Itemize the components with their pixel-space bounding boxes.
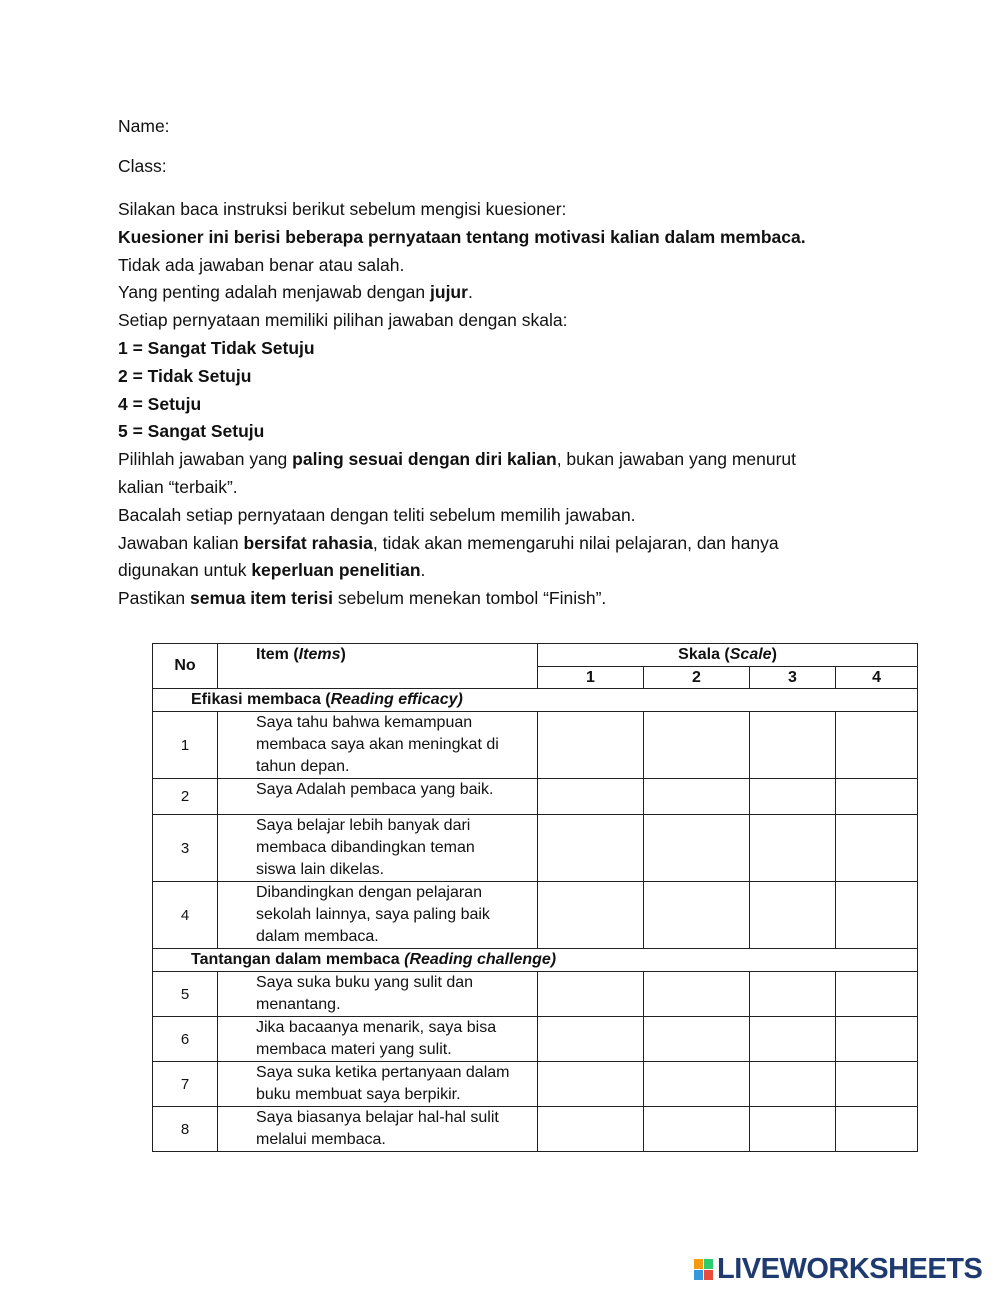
statement-line: dalam membaca. (256, 928, 379, 945)
instr-scale-4: 4 = Setuju (118, 393, 202, 414)
statement-line: menantang. (256, 996, 341, 1013)
instr-choose-line2: kalian “terbaik”. (118, 476, 238, 497)
statement-line: membaca dibandingkan teman (256, 839, 475, 856)
instr-read-carefully: Bacalah setiap pernyataan dengan teliti sebelum memilih jawaban. (118, 504, 636, 525)
answer-cell[interactable] (644, 712, 750, 779)
section-challenge (153, 949, 918, 972)
row-statement (218, 882, 538, 949)
answer-cell[interactable] (538, 712, 644, 779)
table-row (153, 972, 918, 1017)
statement-line: sekolah lainnya, saya paling baik (256, 906, 490, 923)
answer-cell[interactable] (644, 882, 750, 949)
section-efficacy (153, 689, 918, 712)
answer-cell[interactable] (538, 1107, 644, 1152)
statement-line: tahun depan. (256, 758, 350, 775)
row-statement (218, 815, 538, 882)
answer-cell[interactable] (750, 1017, 836, 1062)
answer-cell[interactable] (836, 1107, 918, 1152)
row-number: 1 (153, 712, 218, 779)
statement-line: Saya suka ketika pertanyaan dalam (256, 1064, 510, 1081)
table-row (153, 1017, 918, 1062)
instructions (118, 196, 878, 613)
answer-cell[interactable] (836, 1062, 918, 1107)
statement-line: Saya suka buku yang sulit dan (256, 974, 474, 991)
logo-mark-icon (694, 1259, 713, 1280)
scale-value: 1 (538, 667, 644, 689)
instr-scale-5: 5 = Sangat Setuju (118, 421, 265, 442)
statement-line: Saya belajar lebih banyak dari (256, 817, 471, 834)
instr-choose: Pilihlah jawaban yang paling sesuai dengan diri kalian, bukan jawaban yang menurut (118, 449, 797, 470)
answer-cell[interactable] (538, 882, 644, 949)
instr-intro: Silakan baca instruksi berikut sebelum mengisi kuesioner: (118, 199, 567, 219)
statement-line: Jika bacaanya menarik, saya bisa (256, 1019, 497, 1036)
answer-cell[interactable] (538, 972, 644, 1017)
scale-value: 4 (836, 667, 918, 689)
instr-no-right-wrong: Tidak ada jawaban benar atau salah. (118, 254, 405, 275)
answer-cell[interactable] (538, 815, 644, 882)
table-row (153, 815, 918, 882)
instructions-block (118, 116, 878, 613)
answer-cell[interactable] (644, 779, 750, 815)
instr-scale-2: 2 = Tidak Setuju (118, 365, 252, 386)
table-row (153, 1107, 918, 1152)
header-scale: Skala (Scale) (538, 644, 918, 667)
statement-line: membaca saya akan meningkat di (256, 736, 499, 753)
answer-cell[interactable] (538, 1017, 644, 1062)
answer-cell[interactable] (836, 882, 918, 949)
instr-scale-intro: Setiap pernyataan memiliki pilihan jawaban dengan skala: (118, 310, 568, 331)
section-title: Efikasi membaca (Reading efficacy) (153, 689, 918, 712)
section-title: Tantangan dalam membaca (Reading challenge) (153, 949, 918, 972)
name-label: Name: (118, 116, 170, 136)
answer-cell[interactable] (836, 815, 918, 882)
row-statement (218, 972, 538, 1017)
statement-line: siswa lain dikelas. (256, 861, 385, 878)
row-number: 8 (153, 1107, 218, 1152)
statement-line: buku membuat saya berpikir. (256, 1086, 461, 1103)
logo-square (704, 1259, 713, 1269)
row-number: 3 (153, 815, 218, 882)
statement-line: Saya Adalah pembaca yang baik. (256, 781, 494, 798)
row-statement (218, 779, 538, 815)
logo-text: LIVEWORKSHEETS (717, 1252, 983, 1285)
answer-cell[interactable] (750, 815, 836, 882)
header-no: No (153, 644, 218, 689)
instr-bold-statement: Kuesioner ini berisi beberapa pernyataan tentang motivasi kalian dalam membaca. (118, 226, 806, 247)
row-statement (218, 1017, 538, 1062)
answer-cell[interactable] (750, 972, 836, 1017)
class-label: Class: (118, 156, 167, 176)
header-row (153, 644, 918, 667)
logo-square (694, 1259, 703, 1269)
table-row (153, 882, 918, 949)
instr-scale-1: 1 = Sangat Tidak Setuju (118, 337, 315, 358)
table-row (153, 1062, 918, 1107)
row-number: 4 (153, 882, 218, 949)
statement-line: Saya biasanya belajar hal-hal sulit (256, 1109, 499, 1126)
statement-line: Dibandingkan dengan pelajaran (256, 884, 482, 901)
row-statement (218, 1062, 538, 1107)
header-item: Item (Items) (218, 644, 538, 689)
liveworksheets-logo (694, 1252, 982, 1286)
answer-cell[interactable] (644, 1107, 750, 1152)
answer-cell[interactable] (538, 1062, 644, 1107)
statement-line: melalui membaca. (256, 1131, 386, 1148)
answer-cell[interactable] (836, 1017, 918, 1062)
answer-cell[interactable] (750, 712, 836, 779)
answer-cell[interactable] (750, 882, 836, 949)
instr-finish: Pastikan semua item terisi sebelum menekan tombol “Finish”. (118, 588, 607, 609)
answer-cell[interactable] (644, 1017, 750, 1062)
row-number: 5 (153, 972, 218, 1017)
answer-cell[interactable] (836, 779, 918, 815)
answer-cell[interactable] (644, 815, 750, 882)
statement-line: membaca materi yang sulit. (256, 1041, 452, 1058)
scale-value: 2 (644, 667, 750, 689)
answer-cell[interactable] (750, 1107, 836, 1152)
instr-research: digunakan untuk keperluan penelitian. (118, 560, 426, 581)
answer-cell[interactable] (644, 972, 750, 1017)
answer-cell[interactable] (644, 1062, 750, 1107)
row-number: 6 (153, 1017, 218, 1062)
logo-square (694, 1270, 703, 1280)
answer-cell[interactable] (750, 779, 836, 815)
scale-value: 3 (750, 667, 836, 689)
instr-secret: Jawaban kalian bersifat rahasia, tidak akan memengaruhi nilai pelajaran, dan hanya (118, 532, 779, 553)
logo-square (704, 1270, 713, 1280)
row-number: 2 (153, 779, 218, 815)
instr-honest: Yang penting adalah menjawab dengan jujur. (118, 282, 473, 303)
row-number: 7 (153, 1062, 218, 1107)
questionnaire-table (152, 643, 918, 1152)
statement-line: Saya tahu bahwa kemampuan (256, 714, 473, 731)
answer-cell[interactable] (750, 1062, 836, 1107)
table-row (153, 712, 918, 779)
answer-cell[interactable] (538, 779, 644, 815)
row-statement (218, 712, 538, 779)
answer-cell[interactable] (836, 972, 918, 1017)
table-row (153, 779, 918, 815)
answer-cell[interactable] (836, 712, 918, 779)
row-statement (218, 1107, 538, 1152)
